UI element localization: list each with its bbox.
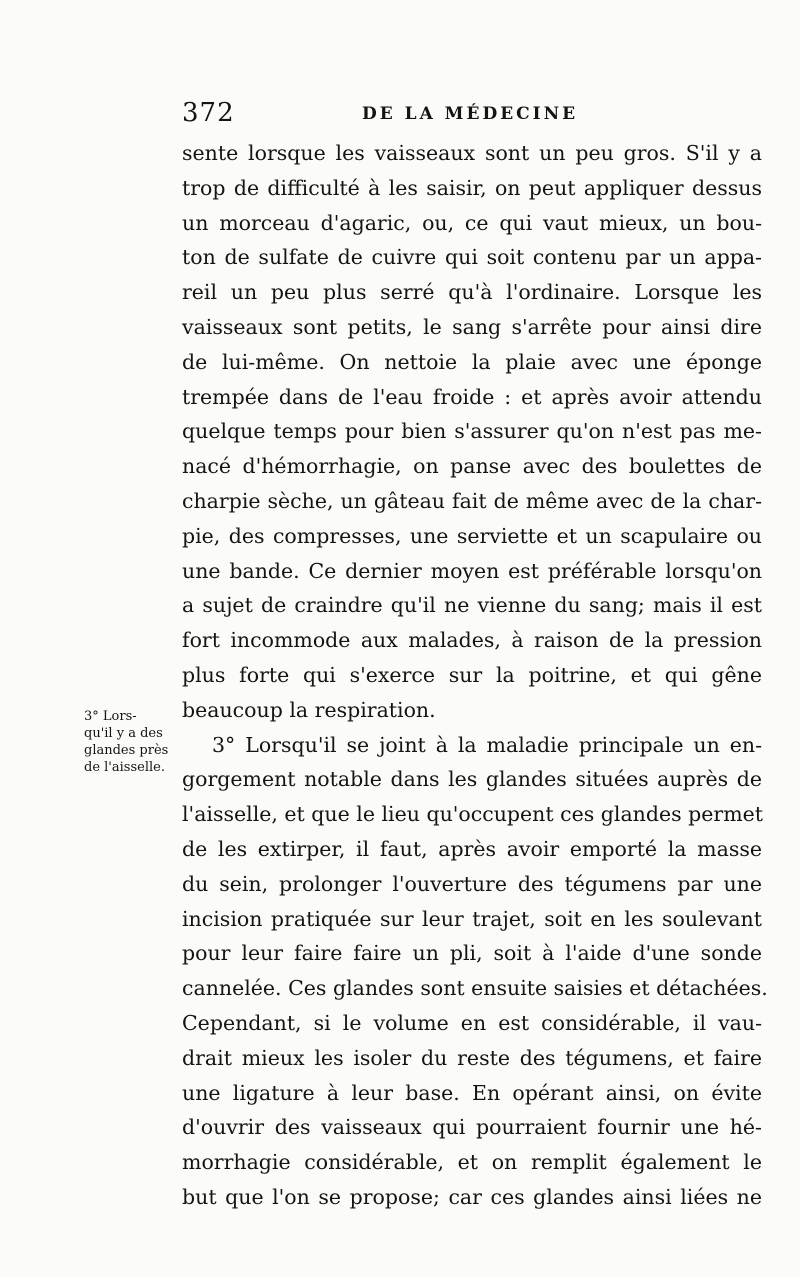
page-number: 372 — [182, 98, 235, 128]
text-line: drait mieux les isoler du reste des tégumens, et faire — [182, 1045, 762, 1070]
text-line: sente lorsque les vaisseaux sont un peu gros. S'il y a — [182, 141, 762, 165]
text-line: trempée dans de l'eau froide : et après avoir attendu — [182, 384, 762, 409]
text-line: de les extirper, il faut, après avoir emporté la masse — [182, 836, 762, 861]
text-line: vaisseaux sont petits, le sang s'arrête pour ainsi dire — [182, 314, 762, 339]
text-line: un morceau d'agaric, ou, ce qui vaut mieux, un bou- — [182, 210, 762, 235]
text-line: cannelée. Ces glandes sont ensuite saisies et détachées. — [182, 976, 768, 1001]
paragraph-2 — [182, 728, 768, 1215]
text-line: 3° Lorsqu'il se joint à la maladie principale un en- — [212, 732, 762, 757]
text-line: nacé d'hémorrhagie, on panse avec des boulettes de — [182, 454, 762, 479]
text-line: beaucoup la respiration. — [182, 697, 436, 722]
text-line: fort incommode aux malades, à raison de la pression — [182, 628, 762, 653]
text-line: pour leur faire faire un pli, soit à l'aide d'une sonde — [182, 941, 762, 966]
page-header — [182, 98, 762, 132]
text-line: de lui-même. On nettoie la plaie avec une éponge — [182, 349, 762, 374]
text-line: l'aisselle, et que le lieu qu'occupent ces glandes permet — [182, 802, 764, 827]
text-line: gorgement notable dans les glandes situées auprès de — [182, 767, 762, 792]
running-title: DE LA MÉDECINE — [362, 104, 579, 124]
body-text — [182, 136, 768, 1215]
margin-note-line: glandes près — [84, 743, 169, 758]
margin-note-line: qu'il y a des — [84, 726, 163, 741]
text-line: charpie sèche, un gâteau fait de même avec de la char- — [182, 488, 762, 513]
margin-note — [84, 708, 180, 776]
text-line: Cependant, si le volume en est considérable, il vau- — [182, 1010, 762, 1035]
paragraph-1 — [182, 136, 762, 728]
text-line: a sujet de craindre qu'il ne vienne du sang; mais il est — [182, 593, 762, 618]
text-line: plus forte qui s'exerce sur la poitrine, et qui gêne — [182, 662, 762, 687]
text-line: quelque temps pour bien s'assurer qu'on n'est pas me- — [182, 419, 762, 444]
text-line: d'ouvrir des vaisseaux qui pourraient fournir une hé- — [182, 1115, 762, 1140]
margin-note-line: de l'aisselle. — [84, 760, 165, 775]
text-line: trop de difficulté à les saisir, on peut appliquer dessus — [182, 175, 762, 200]
text-line: pie, des compresses, une serviette et un scapulaire ou — [182, 523, 762, 548]
text-line: incision pratiquée sur leur trajet, soit en les soulevant — [182, 906, 762, 931]
text-line: une bande. Ce dernier moyen est préférable lorsqu'on — [182, 558, 762, 583]
margin-note-line: 3° Lors- — [84, 709, 137, 724]
text-line: morrhagie considérable, et on remplit également le — [182, 1150, 762, 1175]
text-line: reil un peu plus serré qu'à l'ordinaire. Lorsque les — [182, 280, 762, 305]
text-line: but que l'on se propose; car ces glandes ainsi liées ne — [182, 1184, 762, 1209]
text-line: ton de sulfate de cuivre qui soit contenu par un appa- — [182, 245, 762, 270]
text-line: du sein, prolonger l'ouverture des tégumens par une — [182, 871, 762, 896]
text-line: une ligature à leur base. En opérant ainsi, on évite — [182, 1080, 762, 1105]
